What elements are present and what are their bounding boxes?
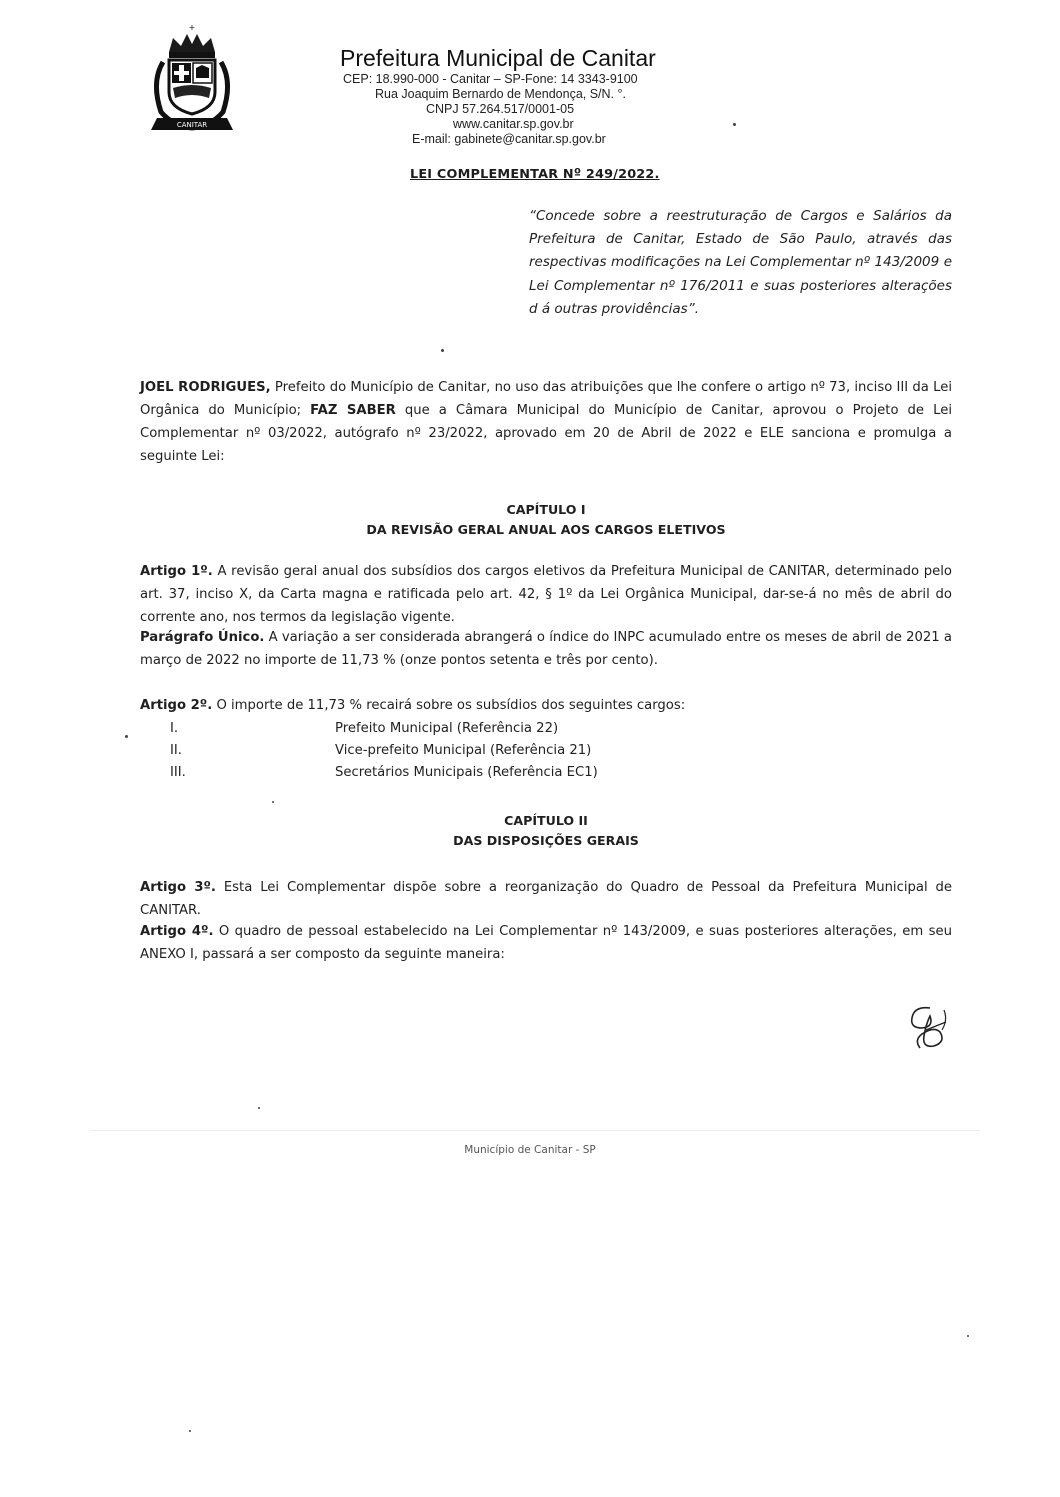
chapter-2-heading — [140, 811, 952, 851]
list-item — [170, 741, 591, 761]
article-4-label: Artigo 4º. — [140, 924, 214, 939]
sole-paragraph-label: Parágrafo Único. — [140, 630, 265, 645]
list-item-number: II. — [170, 743, 182, 758]
article-4-text: O quadro de pessoal estabelecido na Lei Complementar nº 143/2009, e suas posteriores alterações, em seu ANEXO I, passará a ser composto da seguinte maneira: — [140, 924, 953, 962]
municipal-coat-of-arms — [143, 22, 241, 140]
chapter-2-title: DAS DISPOSIÇÕES GERAIS — [453, 833, 639, 848]
article-1-text: A revisão geral anual dos subsídios dos cargos eletivos da Prefeitura Municipal de CANITAR, determinado pelo art. 37, inciso X, da Carta magna e ratificada pelo art. 42, § 1º da Lei Orgânica Municipal, dar-se-á no mês de abril do corrente ano, nos termos da legislação vigente. — [140, 564, 952, 625]
sole-paragraph — [140, 626, 952, 672]
article-3 — [140, 876, 952, 922]
chapter-1-title: DA REVISÃO GERAL ANUAL AOS CARGOS ELETIVOS — [366, 522, 726, 537]
list-item — [170, 719, 558, 739]
article-2 — [140, 694, 952, 717]
law-summary: “Concede sobre a reestruturação de Cargos e Salários da Prefeitura de Canitar, Estado de São Paulo, através das respectivas modificações na Lei Complementar nº 143/2009 e Lei Complementar nº 176/2011 e suas posteriores alterações d á outras providências”. — [529, 208, 952, 317]
preamble-text-2: que a Câmara Municipal do Município de Canitar, aprovou o Projeto de Lei Complementar nº 03/2022, autógrafo nº 23/2022, aprovado em 20 de Abril de 2022 e ELE sanciona e promulga a seguinte Lei: — [140, 403, 952, 464]
svg-text:+: + — [188, 23, 196, 32]
article-2-text: O importe de 11,73 % recairá sobre os subsídios dos seguintes cargos: — [212, 698, 686, 713]
article-1-label: Artigo 1º. — [140, 564, 213, 579]
preamble-paragraph — [140, 376, 952, 468]
law-title: LEI COMPLEMENTAR Nº 249/2022. — [410, 167, 660, 182]
page-footer: Município de Canitar - SP — [464, 1144, 596, 1156]
letterhead-website-line: www.canitar.sp.gov.br — [453, 117, 574, 131]
sole-paragraph-text: A variação a ser considerada abrangerá o índice do INPC acumulado entre os meses de abril de 2021 a março de 2022 no importe de 11,73 % (onze pontos setenta e três por cento). — [140, 630, 952, 668]
letterhead-street-line: Rua Joaquim Bernardo de Mendonça, S/N. °. — [375, 87, 626, 101]
chapter-2-label: CAPÍTULO II — [504, 813, 588, 828]
letterhead-email-line: E-mail: gabinete@canitar.sp.gov.br — [412, 132, 606, 146]
scan-speck — [125, 735, 128, 738]
scan-speck — [733, 123, 736, 126]
scan-speck — [272, 801, 274, 803]
coat-of-arms-ribbon-text: CANITAR — [176, 121, 208, 129]
scan-speck — [189, 1430, 191, 1432]
letterhead-address-line: CEP: 18.990-000 - Canitar – SP-Fone: 14 3343-9100 — [343, 72, 638, 86]
list-item-text: Vice-prefeito Municipal (Referência 21) — [335, 743, 592, 758]
scan-speck — [441, 349, 444, 352]
article-3-text: Esta Lei Complementar dispõe sobre a reorganização do Quadro de Pessoal da Prefeitura Municipal de CANITAR. — [140, 880, 952, 918]
letterhead — [340, 44, 760, 147]
chapter-1-label: CAPÍTULO I — [506, 502, 586, 517]
preamble-text-1: Prefeito do Município de Canitar, no uso das atribuições que lhe confere o artigo nº 73, inciso III da Lei Orgânica do Município; — [140, 380, 953, 418]
letterhead-title: Prefeitura Municipal de Canitar — [340, 45, 656, 71]
list-item-text: Secretários Municipais (Referência EC1) — [335, 765, 598, 780]
chapter-1-heading — [140, 500, 952, 540]
article-1 — [140, 560, 952, 629]
list-item-text: Prefeito Municipal (Referência 22) — [335, 721, 559, 736]
letterhead-cnpj-line: CNPJ 57.264.517/0001-05 — [426, 102, 575, 116]
faz-saber-label: FAZ SABER — [310, 403, 396, 418]
article-2-label: Artigo 2º. — [140, 698, 213, 713]
mayor-name: JOEL RODRIGUES, — [140, 380, 271, 395]
handwritten-initials — [900, 1000, 956, 1056]
scan-speck — [258, 1107, 260, 1109]
article-4 — [140, 920, 952, 966]
footer-divider — [90, 1130, 980, 1131]
list-item — [170, 763, 598, 783]
scan-speck — [967, 1335, 969, 1337]
list-item-number: III. — [170, 765, 186, 780]
list-item-number: I. — [170, 721, 179, 736]
article-3-label: Artigo 3º. — [140, 880, 216, 895]
